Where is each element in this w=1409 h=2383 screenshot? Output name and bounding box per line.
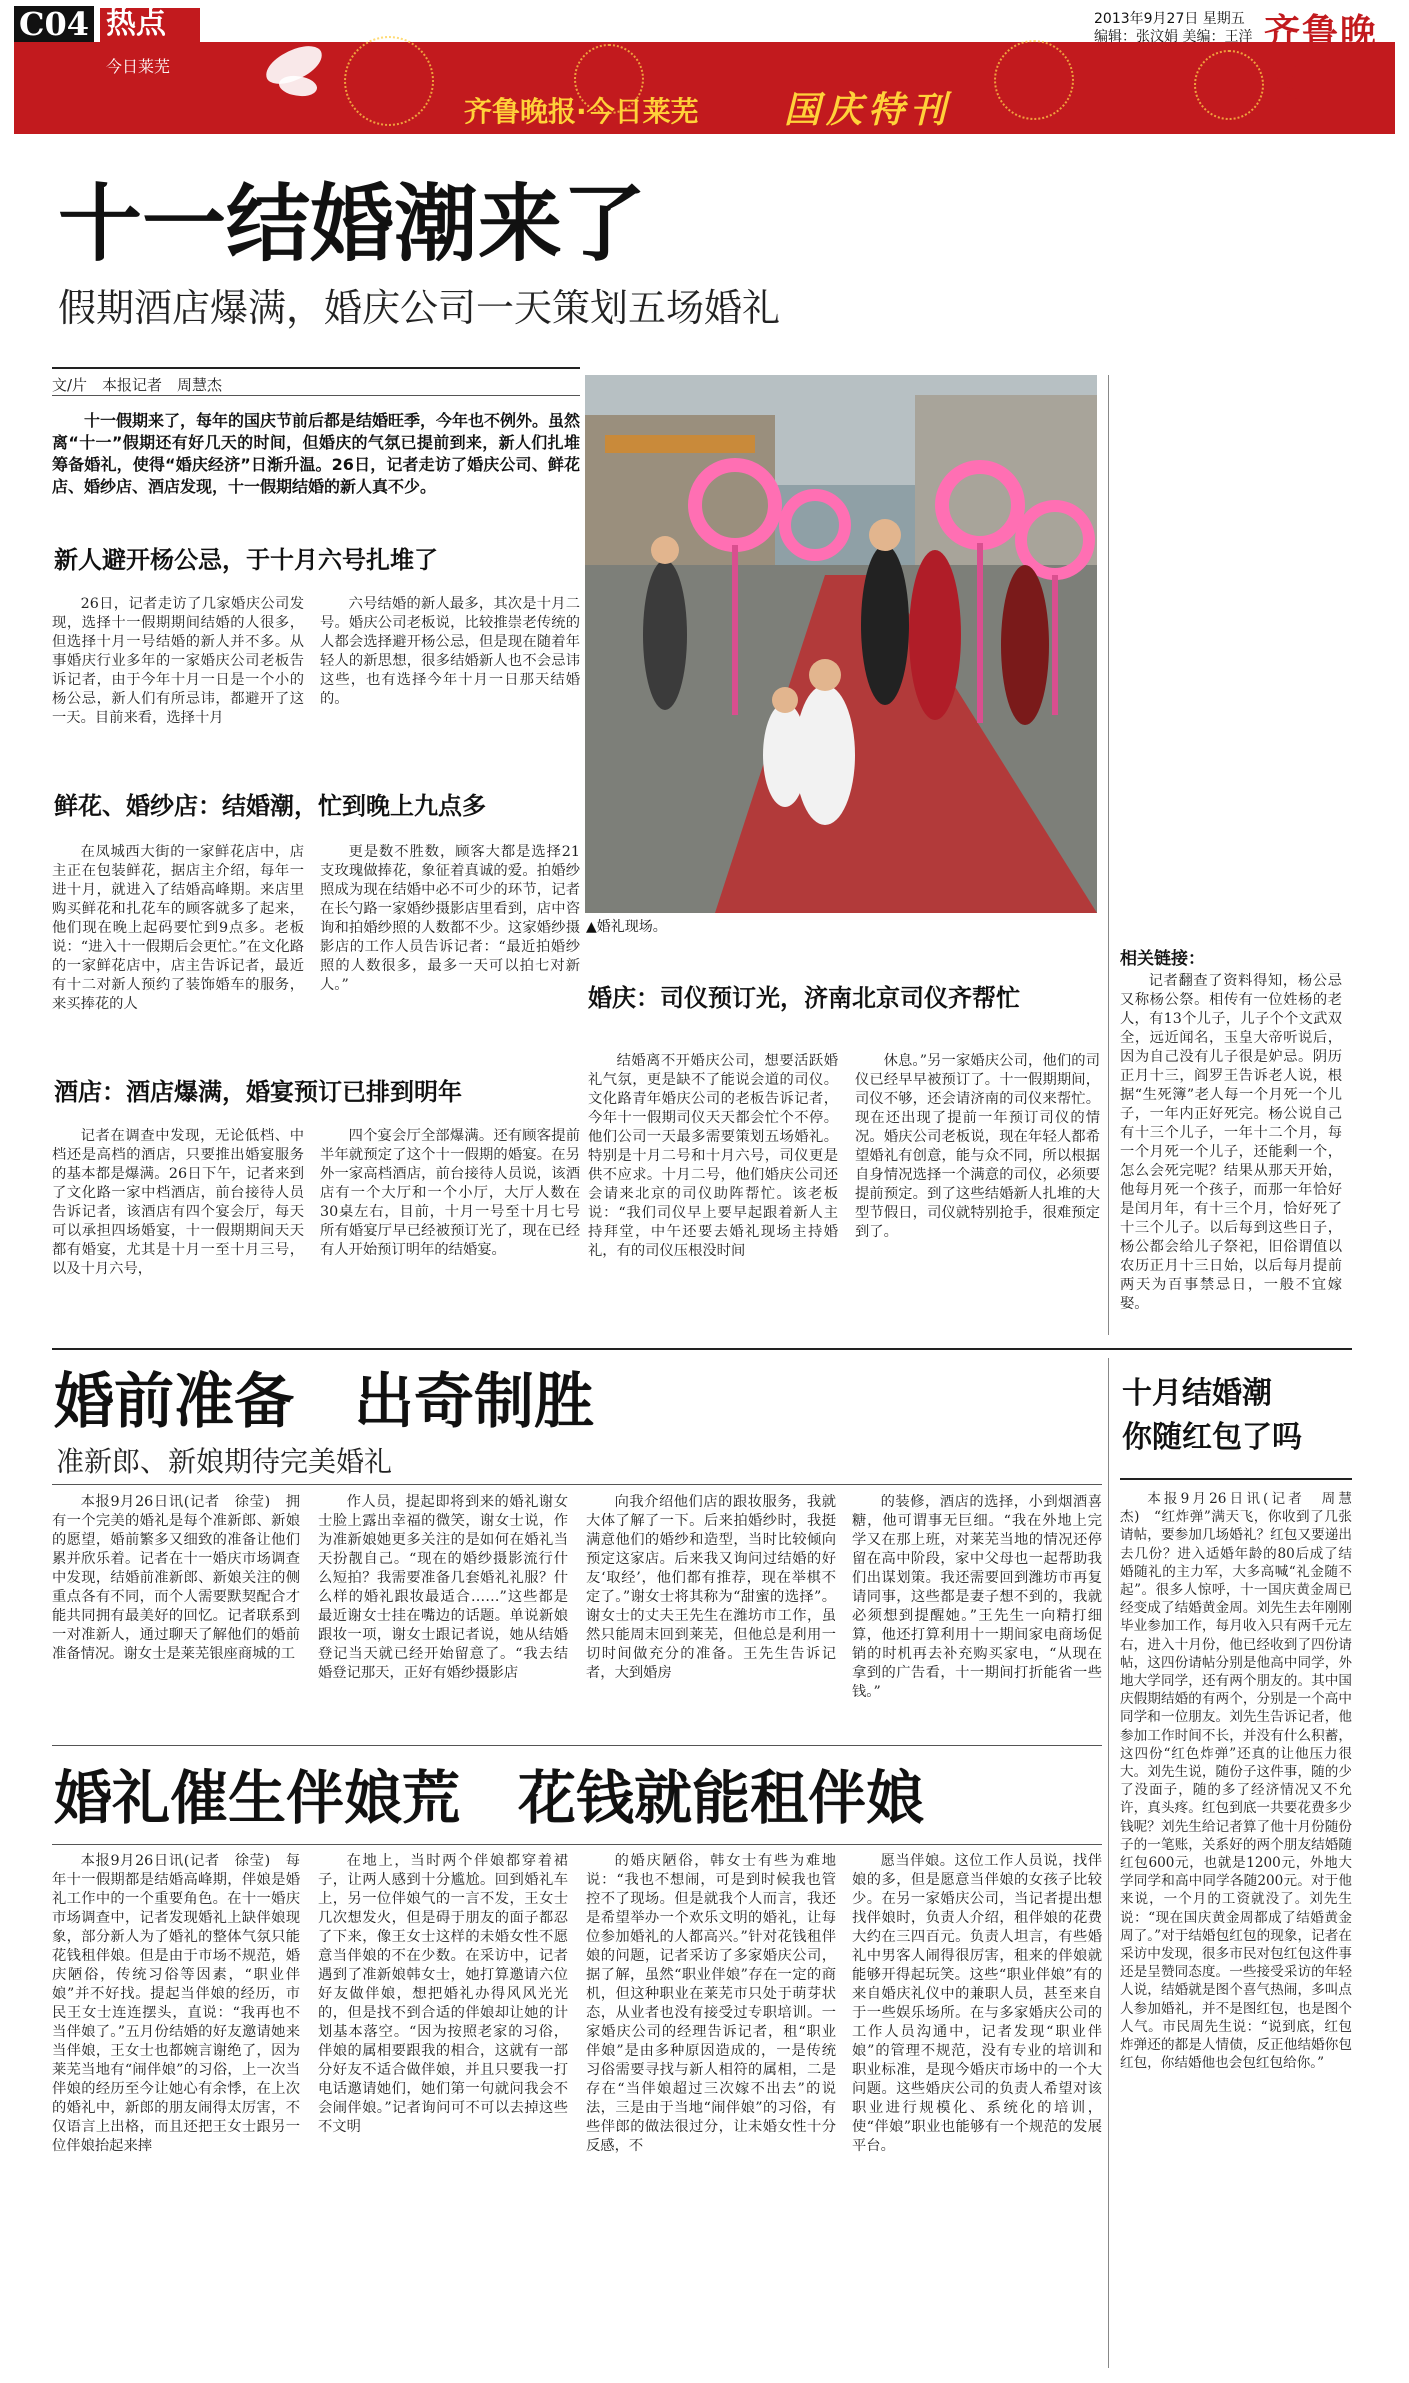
story3-col4 xyxy=(852,1852,1102,2372)
divider xyxy=(52,1844,1102,1845)
column-divider xyxy=(1108,1358,1109,2368)
paragraph: 26日，记者走访了几家婚庆公司发现，选择十一假期期间结婚的人很多，但选择十月一号结婚的新人并不多。从事婚庆行业多年的一家婚庆公司老板告诉记者，由于今年十月一日是一个小的杨公忌，新人们有所忌讳，都避开了这一天。目前来看，选择十月 xyxy=(52,596,304,726)
paragraph: 作人员，提起即将到来的婚礼谢女士脸上露出幸福的微笑，谢女士说，作为准新娘她更多关注的是如何在婚礼当天扮靓自己。“现在的婚纱摄影流行什么短拍？我需要准备几套婚礼礼服？什么样的婚礼跟妆最适合……”这些都是最近谢女士挂在嘴边的话题。单说新娘跟妆一项，谢女士跟记者说，她从结婚登记当天就已经开始留意了。“我去结婚登记那天，正好有婚纱摄影店 xyxy=(318,1494,568,1681)
column-divider xyxy=(1108,375,1109,1335)
paragraph: 愿当伴娘。这位工作人员说，找伴娘的多，但是愿意当伴娘的女孩子比较少。在另一家婚庆公司，当记者提出想找伴娘时，负责人介绍，租伴娘的花费大约在三四百元。负责人坦言，有些婚礼中男客人闹得很厉害，租来的伴娘就能够开得起玩笑。这些“职业伴娘”有的来自婚庆礼仪中的兼职人员，甚至来自于一些娱乐场所。在与多家婚庆公司的工作人员沟通中，记者发现“职业伴娘”的管理不规范，没有专业的培训和职业标准，是现今婚庆市场中的一个大问题。这些婚庆公司的负责人希望对该职业进行规模化、系统化的培训，使“伴娘”职业也能够有一个规范的发展平台。 xyxy=(852,1853,1102,2154)
related-link-body xyxy=(1120,972,1342,1322)
story1-section3-col1 xyxy=(52,1127,304,1337)
paragraph: 本报9月26日讯(记者 周慧杰) “红炸弹”满天飞，你收到了几张请帖，要参加几场婚礼？红包又要递出去几份？进入适婚年龄的80后成了结婚随礼的主力军，大多高喊“礼金随不起”。很多人惊呼，十一国庆黄金周已经变成了结婚黄金周。刘先生去年刚刚毕业参加工作，每月收入只有两千元左右，进入十月份，他已经收到了四份请帖，这四份请帖分别是他高中同学，外地大学同学，还有两个朋友的。其中国庆假期结婚的有两个，分别是一个高中同学和一位朋友。刘先生告诉记者，他参加工作时间不长，并没有什么积蓄，这四份“红色炸弹”还真的让他压力很大。刘先生说，随份子这件事，随的少了没面子，随的多了经济情况又不允许，真头疼。红包到底一共要花费多少钱呢？刘先生给记者算了他十月份随份子的一笔账，关系好的两个朋友结婚随红包600元，也就是1200元，外地大学同学和高中同学各随200元。对于他来说，一个月的工资就没了。刘先生说：“现在国庆黄金周都成了结婚黄金周了。”对于结婚包红包的现象，记者在采访中发现，很多市民对包红包这件事还是呈赞同态度。一些接受采访的年轻人说，结婚就是图个喜气热闹，多叫点人参加婚礼，并不是图红包，也是图个人气。市民周先生说：“说到底，红包炸弹还的都是人情债，反正他结婚你包红包，你结婚他也会包红包给你。” xyxy=(1120,1491,1352,2072)
story1-headline: 十一结婚潮来了 xyxy=(58,175,647,273)
story1-section4-col1 xyxy=(588,1052,838,1342)
story1-subhead: 假期酒店爆满，婚庆公司一天策划五场婚礼 xyxy=(58,286,781,330)
story3-headline: 婚礼催生伴娘荒 花钱就能租伴娘 xyxy=(54,1764,925,1832)
story1-section1-col1 xyxy=(52,595,304,767)
photo-caption: ▲婚礼现场。 xyxy=(586,919,667,935)
paragraph: 结婚离不开婚庆公司，想要活跃婚礼气氛，更是缺不了能说会道的司仪。文化路青年婚庆公司的老板告诉记者，今年十一假期司仪天天都会忙个不停。他们公司一天最多需要策划五场婚礼。特别是十月二号和十月六号，司仪更是供不应求。十月二号，他们婚庆公司还会请来北京的司仪助阵帮忙。该老板说：“我们司仪早上要早起跟着新人主持拜堂，中午还要去婚礼现场主持婚礼，有的司仪压根没时间 xyxy=(588,1053,838,1259)
page-number: C04 xyxy=(14,6,94,42)
paragraph: 记者翻查了资料得知，杨公忌又称杨公祭。相传有一位姓杨的老人，有13个儿子，儿子个个文武双全，远近闻名，玉皇大帝听说后，因为自己没有儿子很是妒忌。阴历正月十三，阎罗王告诉老人说，根据“生死簿”老人每一个月死一个儿子，一年内正好死完。杨公说自己有十三个儿子，一年十二个月，每一个月死一个儿子，还能剩一个，怎么会死完呢？结果从那天开始，他每月死一个孩子，而那一年恰好是闰月年，有十三个月，恰好死了十三个儿子。以后每到这些日子，杨公都会给儿子祭祀，旧俗谓值以农历正月十三日始，以后每月提前两天为百事禁忌日，一般不宜嫁娶。 xyxy=(1120,973,1342,1312)
issue-date: 2013年9月27日 星期五 xyxy=(1094,11,1245,27)
story1-section3-heading: 酒店：酒店爆满，婚宴预订已排到明年 xyxy=(54,1078,462,1106)
sidebar-headline xyxy=(1122,1372,1302,1460)
story1-section2-col2 xyxy=(320,843,580,1053)
sidebar-body xyxy=(1120,1490,1352,2370)
story3-col3 xyxy=(586,1852,836,2372)
sidebar-headline-line1: 十月结婚潮 xyxy=(1122,1376,1272,1411)
story1-lead-text: 十一假期来了，每年的国庆节前后都是结婚旺季，今年也不例外。虽然离“十一”假期还有好几天的时间，但婚庆的气氛已提前到来，新人们扎堆筹备婚礼，使得“婚庆经济”日渐升温。26日，记者走访了婚庆公司、鲜花店、婚纱店、酒店发现，十一假期结婚的新人真不少。 xyxy=(52,411,580,496)
story2-subhead: 准新郎、新娘期待完美婚礼 xyxy=(56,1445,393,1478)
related-link-title: 相关链接： xyxy=(1120,949,1205,969)
divider xyxy=(52,367,580,369)
section-divider xyxy=(52,1348,1352,1350)
story1-section4-col2 xyxy=(855,1052,1100,1342)
paragraph: 更是数不胜数，顾客大都是选择21支玫瑰做捧花，象征着真诚的爱。拍婚纱照成为现在结婚中必不可少的环节，记者在长勺路一家婚纱摄影店里看到，店中咨询和拍婚纱照的人数都不少。这家婚纱摄影店的工作人员告诉记者：“最近拍婚纱照的人数很多，最多一天可以拍七对新人。” xyxy=(320,844,580,993)
section-subname: 今日莱芜 xyxy=(106,57,171,76)
story1-section4-heading: 婚庆：司仪预订光，济南北京司仪齐帮忙 xyxy=(588,984,1020,1012)
sidebar-headline-line2: 你随红包了吗 xyxy=(1122,1420,1302,1455)
divider xyxy=(52,1484,1102,1485)
story2-col1 xyxy=(52,1493,300,1733)
story1-lead xyxy=(52,410,580,522)
story2-col3 xyxy=(586,1493,836,1733)
paragraph: 本报9月26日讯(记者 徐莹) 拥有一个完美的婚礼是每个准新郎、新娘的愿望，婚前繁多又细致的准备让他们累并欣乐着。记者在十一婚庆市场调查中发现，结婚前准新郎、新娘关注的侧重点各有不同，而个人需要默契配合才能共同拥有最美好的回忆。记者联系到一对准新人，通过聊天了解他们的婚前准备情况。谢女士是莱芜银座商城的工 xyxy=(52,1494,300,1662)
firework-icon xyxy=(344,36,434,126)
wedding-scene-illustration xyxy=(585,375,1097,913)
story3-col2 xyxy=(318,1852,568,2372)
story1-byline: 文/片 本报记者 周慧杰 xyxy=(52,376,223,394)
divider xyxy=(52,395,580,396)
paragraph: 在凤城西大街的一家鲜花店中，店主正在包装鲜花，据店主介绍，每年一进十月，就进入了结婚高峰期。来店里购买鲜花和扎花车的顾客就多了起来，他们现在晚上起码要忙到9点多。老板说：“进入十一假期后会更忙。”在文化路的一家鲜花店中，店主告诉记者，最近有十二对新人预约了装饰婚车的服务，来买捧花的人 xyxy=(52,844,304,1012)
story2-headline: 婚前准备 出奇制胜 xyxy=(54,1367,594,1437)
story3-col1 xyxy=(52,1852,300,2372)
story1-section1-heading: 新人避开杨公忌，于十月六号扎堆了 xyxy=(54,546,438,574)
story1-section3-col2 xyxy=(320,1127,580,1337)
story2-col4 xyxy=(852,1493,1102,1733)
story1-section2-heading: 鲜花、婚纱店：结婚潮，忙到晚上九点多 xyxy=(54,792,486,820)
paragraph: 记者在调查中发现，无论低档、中档还是高档的酒店，只要推出婚宴服务的基本都是爆满。26日下午，记者来到了文化路一家中档酒店，前台接待人员告诉记者，该酒店有四个宴会厅，每天可以承担四场婚宴，十一假期期间天天都有婚宴，尤其是十月一至十月三号，以及十月六号， xyxy=(52,1128,304,1277)
banner-title: 齐鲁晚报·今日莱芜 xyxy=(464,95,699,128)
section-name: 热点 xyxy=(100,8,200,60)
masthead-banner xyxy=(14,6,1395,134)
banner-special: 国庆特刊 xyxy=(784,89,953,131)
paragraph: 的婚庆陋俗，韩女士有些为难地说：“我也不想闹，可是到时候我也管控不了现场。但是就我个人而言，我还是希望举办一个欢乐文明的婚礼，让每位参加婚礼的人都高兴。”针对花钱租伴娘的问题，记者采访了多家婚庆公司，据了解，虽然“职业伴娘”存在一定的商机，但这种职业在莱芜市只处于萌芽状态，从业者也没有接受过专职培训。一家婚庆公司的经理告诉记者，租“职业伴娘”是由多种原因造成的，一是传统习俗需要寻找与新人相符的属相，二是存在“当伴娘超过三次嫁不出去”的说法，三是由于当地“闹伴娘”的习俗，有些伴郎的做法很过分，让未婚女性十分反感，不 xyxy=(586,1853,836,2154)
divider xyxy=(1120,1478,1352,1480)
paragraph: 休息。”另一家婚庆公司，他们的司仪已经早早被预订了。十一假期期间，司仪不够，还会请济南的司仪来帮忙。现在还出现了提前一年预订司仪的情况。婚庆公司老板说，现在年轻人都希望婚礼有创意，能与众不同，所以根据自身情况选择一个满意的司仪，必须要提前预定。到了这些结婚新人扎堆的大型节假日，司仪就特别抢手，很难预定到了。 xyxy=(855,1053,1100,1240)
firework-icon xyxy=(1194,50,1264,120)
paragraph: 的装修，酒店的选择，小到烟酒喜糖，他可谓事无巨细。“我在外地上完学又在那上班，对莱芜当地的情况还停留在高中阶段，家中父母也一起帮助我们出谋划策。我还需要回到潍坊市再复请同事，这些都是妻子想不到的，我就必须想到提醒她。”王先生一向精打细算，他还打算利用十一期间家电商场促销的时机再去补充购买家电，“从现在拿到的广告看，十一期间打折能省一些钱。” xyxy=(852,1494,1102,1700)
editor-credits: 编辑：张汶娟 美编：王洋 xyxy=(1094,29,1253,45)
divider xyxy=(52,1745,1102,1746)
story1-section1-col2 xyxy=(320,595,580,767)
story2-col2 xyxy=(318,1493,568,1733)
paragraph: 本报9月26日讯(记者 徐莹) 每年十一假期都是结婚高峰期，伴娘是婚礼工作中的一个重要角色。在十一婚庆市场调查中，记者发现婚礼上缺伴娘现象，部分新人为了婚礼的整体气氛只能花钱租伴娘。但是由于市场不规范，婚庆陋俗，传统习俗等因素，“职业伴娘”并不好找。提起当伴娘的经历，市民王女士连连摆头，直说：“我再也不当伴娘了。”五月份结婚的好友邀请她来当伴娘，王女士也都婉言谢绝了，因为莱芜当地有“闹伴娘”的习俗，上一次当伴娘的经历至今让她心有余悸，在上次的婚礼中，新郎的朋友闹得太厉害，不仅语言上出格，而且还把王女士跟另一位伴娘抬起来摔 xyxy=(52,1853,300,2154)
newspaper-logo: 齐鲁晚报 xyxy=(1264,11,1379,104)
paragraph: 在地上，当时两个伴娘都穿着裙子，让两人感到十分尴尬。回到婚礼车上，另一位伴娘气的一言不发，王女士几次想发火，但是碍于朋友的面子都忍了下来，像王女士这样的未婚女性不愿意当伴娘的不在少数。在采访中，记者遇到了准新娘韩女士，她打算邀请六位好友做伴娘，想把婚礼办得风风光光的，但是找不到合适的伴娘却让她的计划基本落空。“因为按照老家的习俗，伴娘的属相要跟我的相合，这就有一部分好友不适合做伴娘，并且只要我一打电话邀请她们，她们第一句就问我会不会闹伴娘。”记者询问可不可以去掉这些不文明 xyxy=(318,1853,568,2135)
paragraph: 向我介绍他们店的跟妆服务，我就大体了解了一下。后来拍婚纱时，我挺满意他们的婚纱和造型，当时比较倾向预定这家店。后来我又询问过结婚的好友‘取经’，他们都有推荐，现在举棋不定了。”谢女士将其称为“甜蜜的选择”。谢女士的丈夫王先生在潍坊市工作，虽然只能周末回到莱芜，但他总是利用一切时间做充分的准备。王先生告诉记者，大到婚房 xyxy=(586,1494,836,1681)
story1-section2-col1 xyxy=(52,843,304,1053)
wedding-photo xyxy=(585,375,1097,913)
paragraph: 六号结婚的新人最多，其次是十月二号。婚庆公司老板说，比较推崇老传统的人都会选择避开杨公忌，但是现在随着年轻人的新思想，很多结婚新人也不会忌讳这些，也有选择今年十月一日那天结婚的。 xyxy=(320,596,580,707)
firework-icon xyxy=(994,40,1074,120)
paragraph: 四个宴会厅全部爆满。还有顾客提前半年就预定了这个十一假期的婚宴。在另外一家高档酒店，前台接待人员说，该酒店有一个大厅和一个小厅，大厅人数在30桌左右，目前，十月一号至十月七号所有婚宴厅早已经被预订光了，现在已经有人开始预订明年的结婚宴。 xyxy=(320,1128,580,1258)
